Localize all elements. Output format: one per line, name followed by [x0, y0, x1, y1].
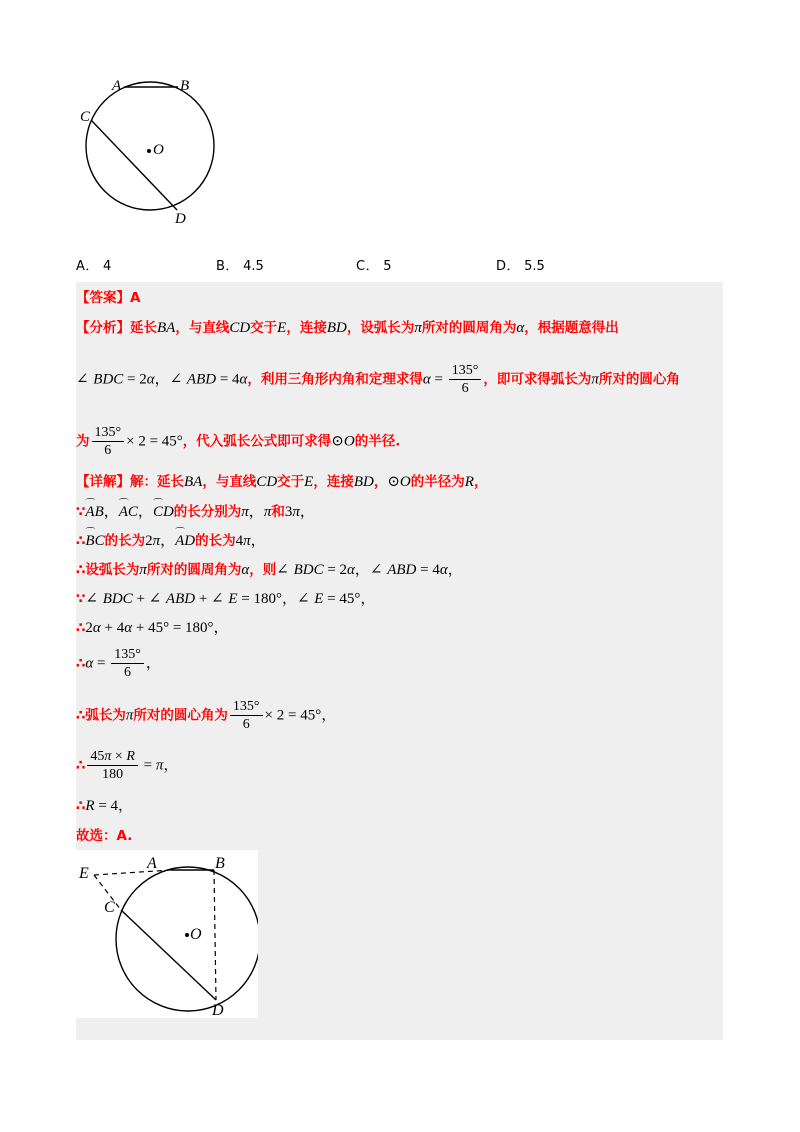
- circle-figure-1: [76, 74, 226, 224]
- analysis-line-3: 为 $\frac{135^\circ}{6}$ × 2 = 45°，代入弧长公式即可求得⊙O的半径.: [76, 425, 401, 458]
- detail-line-7: ∴α = $\frac{135^\circ}{6}$ ，: [76, 647, 161, 680]
- label-d: D: [175, 211, 186, 224]
- label-o: O: [153, 142, 164, 158]
- label-d: D: [212, 1002, 224, 1018]
- answer-options: [76, 255, 716, 277]
- label-c: C: [80, 109, 91, 125]
- option-b[interactable]: B． 4.5: [216, 259, 264, 274]
- detail-conclusion: 故选：A.: [76, 828, 133, 844]
- detail-line-6: ∴2α + 4α + 45° = 180°，: [76, 620, 229, 636]
- analysis-line-2: ∠ BDC = 2α，∠ ABD = 4α，利用三角形内角和定理求得α = $\frac{135^\circ}{6}$ ，即可求得弧长为π所对的圆心角: [76, 363, 680, 396]
- label-c: C: [104, 899, 115, 916]
- label-a: A: [147, 855, 157, 872]
- label-e: E: [79, 865, 89, 882]
- option-a[interactable]: A． 4: [76, 259, 112, 274]
- label-a: A: [112, 78, 122, 94]
- detail-line-1: 【详解】解：延长BA，与直线CD交于E，连接BD，⊙O的半径为R，: [76, 474, 488, 490]
- detail-line-9: ∴ $\frac{45\pi \times R}{180}$ = π，: [76, 749, 179, 782]
- detail-line-4: ∴设弧长为π所对的圆周角为α，则∠ BDC = 2α，∠ ABD = 4α，: [76, 562, 463, 578]
- detail-line-2: ∵⌒ AB，⌒ AC，⌒ CD的长分别为π，π和3π，: [76, 500, 315, 521]
- detail-line-8: ∴弧长为π所对的圆心角为 $\frac{135^\circ}{6}$ × 2 = 45°，: [76, 699, 337, 732]
- option-c[interactable]: C． 5: [356, 259, 392, 274]
- solution-panel: [76, 282, 723, 1040]
- label-b: B: [180, 78, 190, 94]
- label-o: O: [190, 926, 202, 943]
- detail-line-5: ∵∠ BDC + ∠ ABD + ∠ E = 180°，∠ E = 45°，: [76, 591, 376, 607]
- circle-figure-2: [76, 850, 258, 1018]
- answer-line: 【答案】A: [76, 290, 141, 306]
- option-d[interactable]: D． 5.5: [496, 259, 545, 274]
- analysis-line-1: 【分析】延长BA，与直线CD交于E，连接BD，设弧长为π所对的圆周角为α，根据题意得出: [76, 320, 619, 336]
- label-b: B: [215, 855, 225, 872]
- detail-line-3: ∴⌒ BC的长为2π，⌒ AD的长为4π，: [76, 529, 266, 550]
- detail-line-10: ∴R = 4，: [76, 798, 134, 814]
